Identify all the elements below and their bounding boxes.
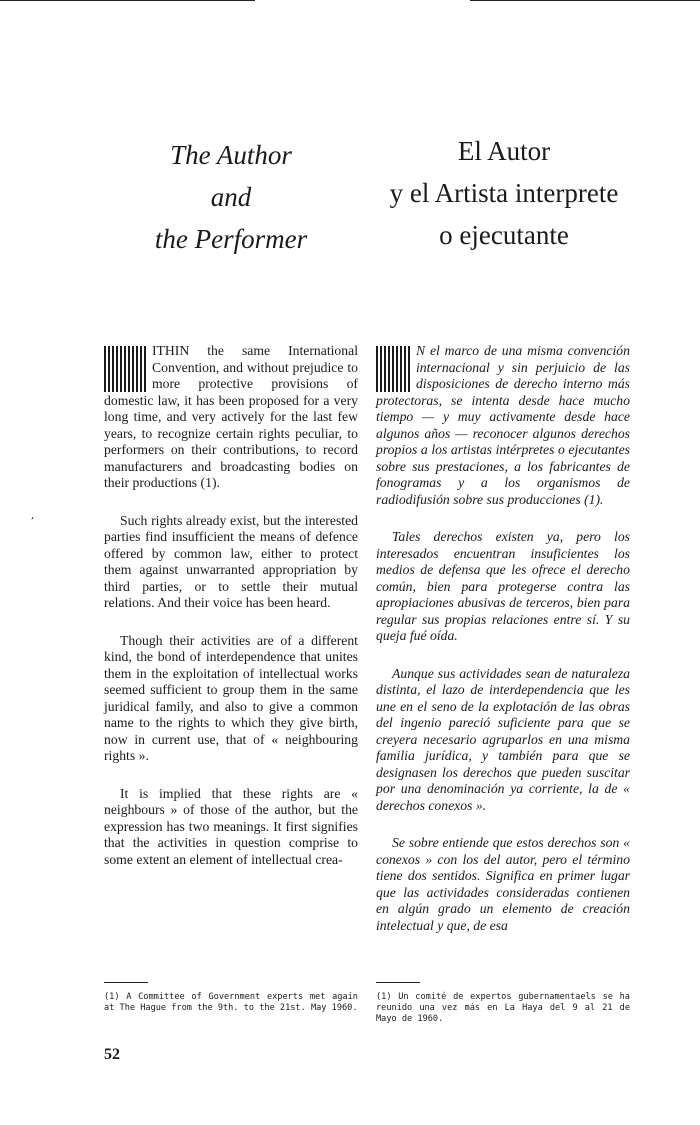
page-number: 52 xyxy=(104,1046,120,1063)
english-paragraph-1 xyxy=(104,343,358,492)
top-rule-right xyxy=(470,0,700,1)
spanish-paragraph-1 xyxy=(376,343,630,508)
title-en-line-1: The Author xyxy=(170,140,292,170)
title-english xyxy=(100,134,362,260)
title-es-line-3: o ejecutante xyxy=(439,220,569,250)
footnote-rule-english xyxy=(104,982,148,983)
title-en-line-2: and xyxy=(210,182,252,212)
english-paragraph-1-text: the same International Convention, and without prejudice to more protective provisions of domestic law, it has been proposed for a very long time, and very actively for the last few years, to recognize certain rights peculiar, to performers on their contributions, to record manufacturers and broadcasting bodies on their productions (1). xyxy=(104,343,359,490)
title-spanish xyxy=(368,130,640,256)
spanish-column xyxy=(376,343,630,955)
footnote-english: (1) A Committee of Government experts met again at The Hague from the 9th. to the 21st. May 1960. xyxy=(104,992,358,1013)
margin-mark: , xyxy=(31,510,35,521)
spanish-paragraph-1-text: N el marco de una misma convención internacional y sin perjuicio de las disposiciones de derecho interno más protectoras, se intenta desde hace mucho tiempo — y muy activamente desde hace algunos años — reconocer algunos derechos propios a los artistas intérpretes o ejecutantes sobre sus prestaciones, a los fabricantes de fonogramas y a los organismos de radiodifusión sobre sus producciones (1). xyxy=(376,343,630,507)
top-rule-left xyxy=(0,0,255,1)
dropcap-e xyxy=(376,346,410,392)
english-column xyxy=(104,343,358,889)
footnote-spanish: (1) Un comité de expertos gubernamentaels se ha reunido una vez más en La Haya del 9 al 21 de Mayo de 1960. xyxy=(376,992,630,1024)
footnote-rule-spanish xyxy=(376,982,420,983)
spanish-paragraph-3: Aunque sus actividades sean de naturaleza distinta, el lazo de interdependencia que les une en el seno de la explotación de las obras del ingenio pareció suficiente para que se creyera necesario agruparlos en una misma familia jurídica, y también para que se designasen los derechos que pueden suscitar por una denominación ya corriente, la de « derechos conexos ». xyxy=(376,665,630,813)
title-en-line-3: the Performer xyxy=(154,224,308,254)
title-es-line-1: El Autor xyxy=(457,136,551,166)
spanish-paragraph-4: Se sobre entiende que estos derechos son « conexos » con los del autor, pero el término tiene dos sentidos. Significa en primer lugar que las actividades consideradas contienen en algún grado un elemento de creación intelectual y que, de esa xyxy=(376,835,630,933)
english-paragraph-3: Though their activities are of a different kind, the bond of interdependence that unites them in the exploitation of intellectual works seemed sufficient to group them in the same juridical family, and also to give a common name to the rights to which they give birth, now in current use, that of « neighbouring rights ». xyxy=(104,632,358,763)
english-lead-word: ITHIN xyxy=(152,343,190,358)
title-es-line-2: y el Artista interprete xyxy=(389,178,619,208)
spanish-paragraph-2: Tales derechos existen ya, pero los interesados encuentran insuficientes los medios de defensa que les ofrece el derecho común, bien para protegerse contra las apropiaciones abusivas de terceros, bien para regular sus propias relaciones entre sí. Y su queja fué oída. xyxy=(376,529,630,643)
english-paragraph-4: It is implied that these rights are « neighbours » of those of the author, but the expression has two meanings. It first signifies that the activities in question comprise to some extent an element of intellectual crea- xyxy=(104,785,358,867)
english-paragraph-2: Such rights already exist, but the interested parties find insufficient the means of defence offered by common law, either to protect them against unwarranted appropriation by third parties, or to settle their mutual relations. And their voice has been heard. xyxy=(104,512,358,610)
dropcap-w xyxy=(104,346,146,392)
